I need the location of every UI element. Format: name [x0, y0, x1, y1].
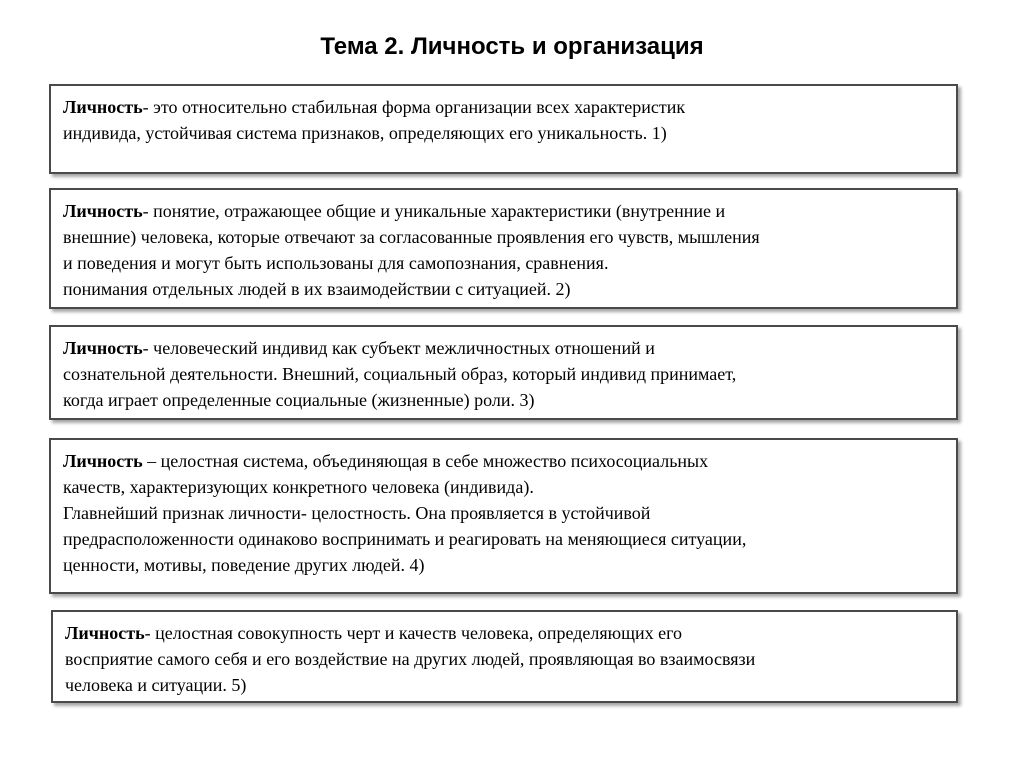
page-title: Тема 2. Личность и организация [320, 33, 704, 60]
definition-line [63, 335, 946, 361]
definition-line: Главнейший признак личности- целостность. Она проявляется в устойчивой [63, 503, 651, 523]
definition-line [65, 620, 946, 646]
definition-box-4 [49, 438, 958, 594]
definition-term: Личность [63, 97, 143, 117]
definition-term: Личность [63, 451, 143, 471]
definition-box-5 [51, 610, 958, 703]
definition-line: сознательной деятельности. Внешний, социальный образ, который индивид принимает, [63, 364, 737, 384]
definition-box-3 [49, 325, 958, 420]
definition-line [63, 448, 946, 474]
definition-text: – целостная система, объединяющая в себе множество психосоциальных [142, 451, 709, 471]
definition-box-2 [49, 188, 958, 309]
definition-term: Личность [63, 338, 143, 358]
definition-line: когда играет определенные социальные (жизненные) роли. 3) [63, 390, 535, 410]
definition-line: внешние) человека, которые отвечают за согласованные проявления его чувств, мышления [63, 227, 760, 247]
definition-text: - целостная совокупность черт и качеств человека, определяющих его [144, 623, 683, 643]
definition-line: понимания отдельных людей в их взаимодействии с ситуацией. 2) [63, 279, 571, 299]
definition-line [63, 94, 946, 120]
definition-line: человека и ситуации. 5) [65, 675, 247, 695]
definition-line: качеств, характеризующих конкретного человека (индивида). [63, 477, 534, 497]
definition-text: - человеческий индивид как субъект межличностных отношений и [142, 338, 655, 358]
definition-text: - это относительно стабильная форма организации всех характеристик [142, 97, 686, 117]
definition-line: предрасположенности одинаково воспринимать и реагировать на меняющиеся ситуации, [63, 529, 747, 549]
definition-line: ценности, мотивы, поведение других людей. 4) [63, 555, 425, 575]
definition-box-1 [49, 84, 958, 174]
definition-line [63, 198, 946, 224]
definition-term: Личность [65, 623, 145, 643]
definition-term: Личность [63, 201, 143, 221]
definition-line: и поведения и могут быть использованы для самопознания, сравнения. [63, 253, 609, 273]
definition-line: индивида, устойчивая система признаков, определяющих его уникальность. 1) [63, 123, 667, 143]
definition-line: восприятие самого себя и его воздействие на других людей, проявляющая во взаимосвязи [65, 649, 756, 669]
definition-text: - понятие, отражающее общие и уникальные характеристики (внутренние и [142, 201, 726, 221]
